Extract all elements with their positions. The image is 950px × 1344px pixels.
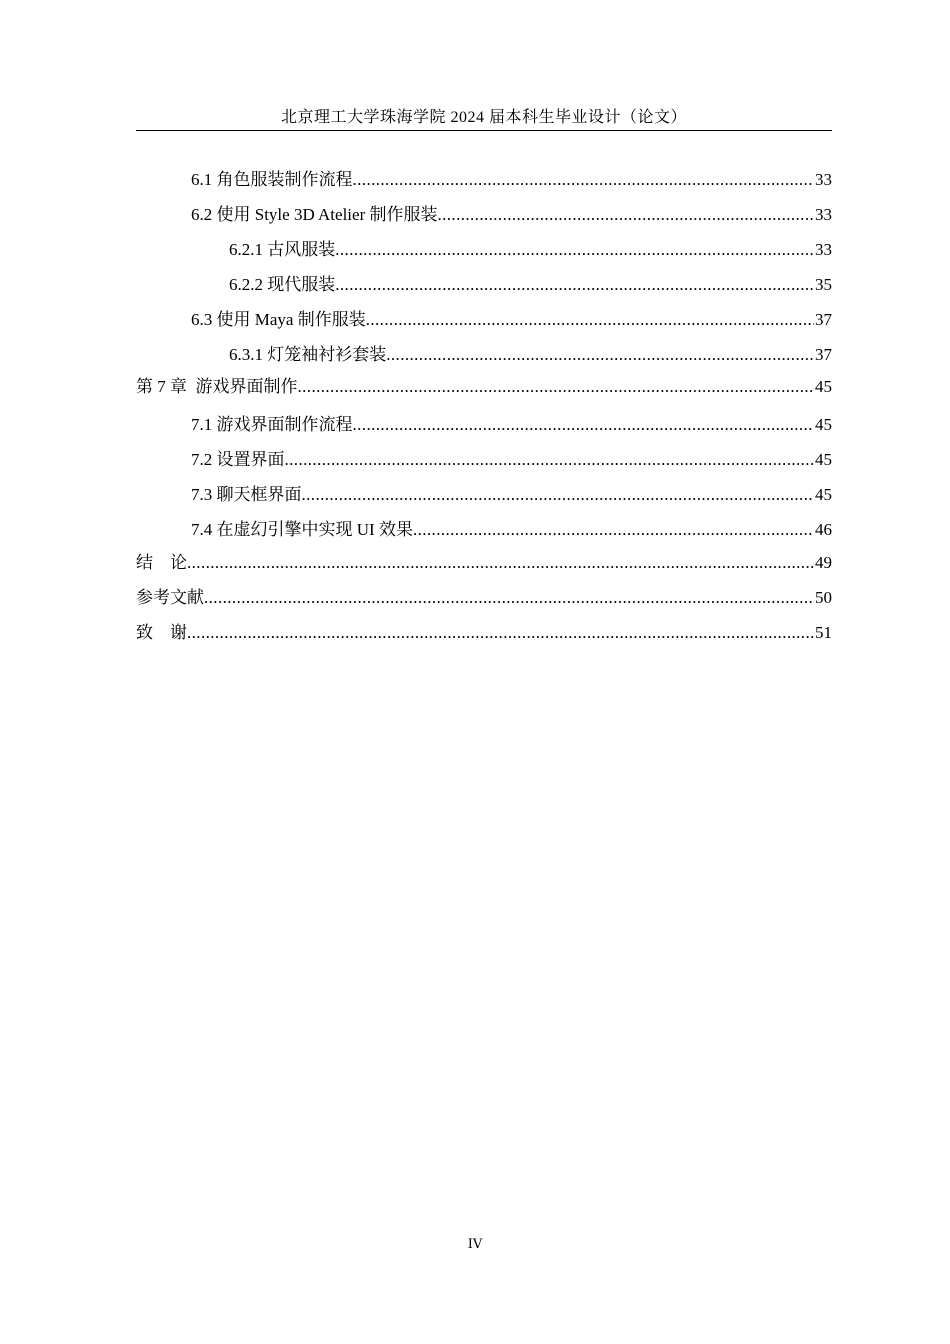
toc-entry-page: 45 [815, 450, 832, 469]
toc-entry-7-3[interactable] [191, 483, 832, 507]
toc-entry-title: 第 7 章 游戏界面制作 [136, 377, 298, 396]
page-header: 北京理工大学珠海学院 2024 届本科生毕业设计（论文） [136, 106, 832, 131]
toc-entry-page: 50 [815, 588, 832, 607]
toc-dot-leader [386, 343, 814, 367]
toc-entry-title: 6.3.1 灯笼袖衬衫套装 [229, 345, 387, 364]
toc-dot-leader [204, 586, 814, 610]
toc-entry-title: 6.2 使用 Style 3D Atelier 制作服装 [191, 205, 438, 224]
toc-entry-7-2[interactable] [191, 448, 832, 472]
toc-entry-page: 35 [815, 275, 832, 294]
toc-entry-page: 33 [815, 205, 832, 224]
toc-entry-page: 49 [815, 553, 832, 572]
toc-entry-page: 37 [815, 310, 832, 329]
toc-dot-leader [413, 518, 814, 542]
toc-dot-leader [335, 273, 814, 297]
toc-entry-page: 37 [815, 345, 832, 364]
toc-entry-references[interactable] [136, 586, 832, 610]
toc-entry-title: 6.2.1 古风服装 [229, 240, 336, 259]
toc-entry-7-4[interactable] [191, 518, 832, 542]
toc-dot-leader [353, 168, 815, 192]
toc-entry-page: 45 [815, 377, 832, 396]
toc-dot-leader [437, 203, 814, 227]
toc-entry-title: 7.3 聊天框界面 [191, 485, 302, 504]
page-number: IV [467, 1237, 483, 1252]
toc-entry-page: 45 [815, 485, 832, 504]
toc-dot-leader [353, 413, 815, 437]
toc-entry-chapter-7[interactable] [136, 375, 832, 399]
toc-dot-leader [298, 375, 815, 399]
toc-entry-title: 参考文献 [136, 588, 204, 607]
toc-entry-title: 6.3 使用 Maya 制作服装 [191, 310, 366, 329]
toc-dot-leader [366, 308, 814, 332]
toc-dot-leader [285, 448, 815, 472]
toc-entry-page: 46 [815, 520, 832, 539]
toc-entry-6-3-1[interactable] [229, 343, 832, 367]
toc-entry-title: 致 谢 [136, 623, 187, 642]
toc-dot-leader [302, 483, 815, 507]
toc-entry-title: 6.2.2 现代服装 [229, 275, 336, 294]
toc-dot-leader [335, 238, 814, 262]
toc-entry-6-2[interactable] [191, 203, 832, 227]
toc-entry-page: 33 [815, 170, 832, 189]
toc-dot-leader [187, 621, 814, 645]
toc-entry-page: 45 [815, 415, 832, 434]
toc-entry-title: 6.1 角色服装制作流程 [191, 170, 353, 189]
toc-entry-title: 7.1 游戏界面制作流程 [191, 415, 353, 434]
toc-entry-6-1[interactable] [191, 168, 832, 192]
toc-entry-acknowledgements[interactable] [136, 621, 832, 645]
toc-entry-7-1[interactable] [191, 413, 832, 437]
toc-entry-page: 51 [815, 623, 832, 642]
toc-entry-6-3[interactable] [191, 308, 832, 332]
toc-entry-6-2-2[interactable] [229, 273, 832, 297]
toc-entry-title: 结 论 [136, 553, 187, 572]
toc-entry-title: 7.4 在虚幻引擎中实现 UI 效果 [191, 520, 413, 539]
toc-entry-title: 7.2 设置界面 [191, 450, 285, 469]
toc-dot-leader [187, 551, 814, 575]
toc-entry-conclusion[interactable] [136, 551, 832, 575]
toc-entry-6-2-1[interactable] [229, 238, 832, 262]
toc-entry-page: 33 [815, 240, 832, 259]
